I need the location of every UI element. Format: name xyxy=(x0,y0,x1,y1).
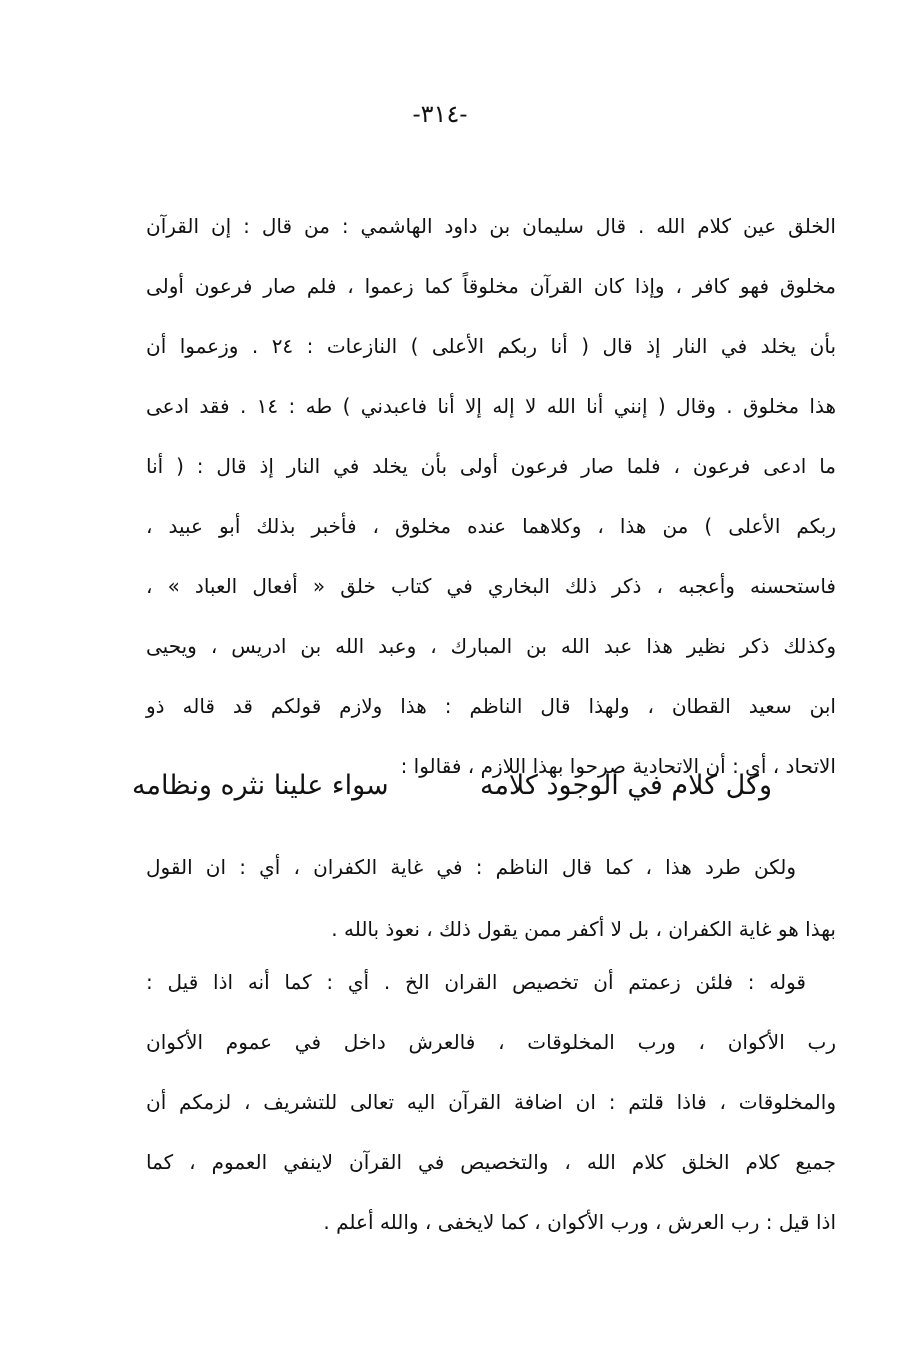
text-line: رب الأكوان ، ورب المخلوقات ، فالعرش داخل في عموم الأكوان xyxy=(146,1030,836,1054)
page-number: -٣١٤- xyxy=(412,100,468,128)
text-line: وكذلك ذكر نظير هذا عبد الله بن المبارك ، وعبد الله بن ادريس ، ويحيى xyxy=(146,634,836,658)
text-line: مخلوق فهو كافر ، وإذا كان القرآن مخلوقاً كما زعموا ، فلم صار فرعون أولى xyxy=(146,274,836,298)
text-line: اذا قيل : رب العرش ، ورب الأكوان ، كما لايخفى ، والله أعلم . xyxy=(323,1210,836,1234)
text-line: بهذا هو غاية الكفران ، بل لا أكفر ممن يقول ذلك ، نعوذ بالله . xyxy=(331,917,836,941)
text-line: ربكم الأعلى ) من هذا ، وكلاهما عنده مخلوق ، فأخبر بذلك أبو عبيد ، xyxy=(146,514,836,538)
paragraph-1 xyxy=(146,196,836,796)
text-line: فاستحسنه وأعجبه ، ذكر ذلك البخاري في كتاب خلق « أفعال العباد » ، xyxy=(146,574,836,598)
text-line: جميع كلام الخلق كلام الله ، والتخصيص في القرآن لاينفي العموم ، كما xyxy=(146,1150,836,1174)
text-line: ولكن طرد هذا ، كما قال الناظم : في غاية الكفران ، أي : ان القول xyxy=(146,855,796,879)
text-line: قوله : فلئن زعمتم أن تخصيص القران الخ . أي : كما أنه اذا قيل : xyxy=(146,970,806,994)
verse-second-hemistich: سواء علينا نثره ونظامه xyxy=(132,770,389,801)
poetry-verse xyxy=(132,770,772,801)
verse-first-hemistich: وكل كلام في الوجود كلامه xyxy=(479,770,772,801)
text-line: الاتحاد ، أي : أن الاتحادية صرحوا بهذا اللازم ، فقالوا : xyxy=(400,754,836,778)
text-line: والمخلوقات ، فاذا قلتم : ان اضافة القرآن اليه تعالى للتشريف ، لزمكم أن xyxy=(146,1090,836,1114)
paragraph-3 xyxy=(146,952,836,1252)
text-line: بأن يخلد في النار إذ قال ( أنا ربكم الأعلى ) النازعات : ٢٤ . وزعموا أن xyxy=(146,334,837,358)
text-line: ما ادعى فرعون ، فلما صار فرعون أولى بأن يخلد في النار إذ قال : ( أنا xyxy=(146,454,836,478)
text-line: الخلق عين كلام الله . قال سليمان بن داود الهاشمي : من قال : إن القرآن xyxy=(146,214,836,238)
paragraph-2 xyxy=(146,836,836,960)
text-line: ابن سعيد القطان ، ولهذا قال الناظم : هذا ولازم قولكم قد قاله ذو xyxy=(146,694,836,718)
text-line: هذا مخلوق . وقال ( إنني أنا الله لا إله إلا أنا فاعبدني ) طه : ١٤ . فقد ادعى xyxy=(146,394,836,418)
